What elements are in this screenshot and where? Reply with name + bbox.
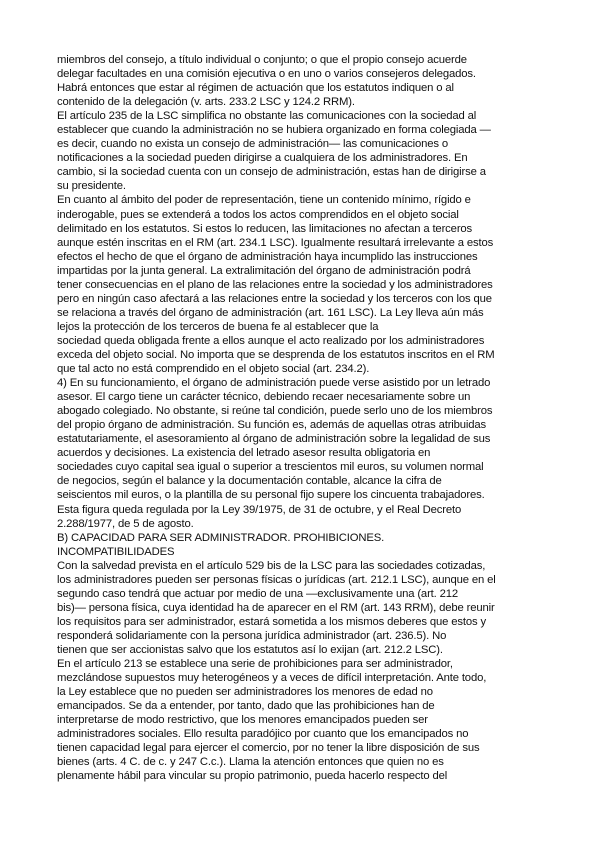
text-line: 4) En su funcionamiento, el órgano de administración puede verse asistido por un letrado <box>57 377 491 390</box>
text-line: En el artículo 213 se establece una serie de prohibiciones para ser administrador, <box>57 658 453 671</box>
text-line: delimitado en los estatutos. Si estos lo reducen, las limitaciones no afectan a terceros <box>57 222 473 235</box>
text-line: impartidas por la junta general. La extralimitación del órgano de administración podrá <box>57 264 471 277</box>
text-line: de negocios, según el balance y la documentación contable, alcance la cifra de <box>57 475 442 488</box>
text-line: responderá solidariamente con la persona jurídica administrador (art. 236.5). No <box>57 629 447 642</box>
text-line: aunque estén inscritas en el RM (art. 234.1 LSC). Igualmente resultará irrelevante a estos <box>57 236 494 249</box>
text-line: exceda del objeto social. No importa que se desprenda de los estatutos inscritos en el RM <box>57 348 495 361</box>
text-line: establecer que cuando la administración no se hubiera organizado en forma colegiada — <box>57 124 491 137</box>
text-line: se relaciona a través del órgano de administración (art. 161 LSC). La Ley lleva aún más <box>57 306 484 319</box>
text-line: notificaciones a la sociedad pueden dirigirse a cualquiera de los administradores. En <box>57 152 468 165</box>
text-line: contenido de la delegación (v. arts. 233.2 LSC y 124.2 RRM). <box>57 96 355 109</box>
text-line: la Ley establece que no pueden ser administradores los menores de edad no <box>57 686 433 699</box>
text-line: interpretarse de modo restrictivo, que los menores emancipados pueden ser <box>57 714 428 727</box>
text-line: tener consecuencias en el plano de las relaciones entre la sociedad y los administradores <box>57 278 493 291</box>
text-line: su presidente. <box>57 180 126 193</box>
text-line: segundo caso tendrá que actuar por medio de una —exclusivamente una (art. 212 <box>57 587 459 600</box>
text-line: El artículo 235 de la LSC simplifica no obstante las comunicaciones con la sociedad al <box>57 110 477 123</box>
text-line: asesor. El cargo tiene un carácter técnico, debiendo recaer necesariamente sobre un <box>57 391 471 404</box>
text-line: inderogable, pues se extenderá a todos los actos comprendidos en el objeto social <box>57 208 459 221</box>
text-line: administradores sociales. Ello resulta paradójico por cuanto que los emancipados no <box>57 728 469 741</box>
text-line: pero en ningún caso afectará a las relaciones entre la sociedad y los terceros con los que <box>57 292 492 305</box>
text-line: que tal acto no está comprendido en el objeto social (art. 234.2). <box>57 363 370 376</box>
text-line: seiscientos mil euros, o la plantilla de su personal fijo supere los cincuenta trabajadores. <box>57 489 485 502</box>
text-line: 2.288/1977, de 5 de agosto. <box>57 517 194 530</box>
text-line: bienes (arts. 4 C. de c. y 247 C.c.). Llama la atención entonces que quien no es <box>57 756 444 769</box>
text-line: sociedades cuyo capital sea igual o superior a trescientos mil euros, su volumen normal <box>57 461 484 474</box>
text-line: tienen que ser accionistas salvo que los estatutos así lo exijan (art. 212.2 LSC). <box>57 643 443 656</box>
text-line: sociedad queda obligada frente a ellos aunque el acto realizado por los administradores <box>57 334 485 347</box>
text-line: En cuanto al ámbito del poder de representación, tiene un contenido mínimo, rígido e <box>57 194 471 207</box>
text-line: emancipados. Se da a entender, por tanto, dado que las prohibiciones han de <box>57 700 435 713</box>
text-line: los requisitos para ser administrador, estará sometida a los mismos deberes que estos y <box>57 615 486 628</box>
text-line: cambio, si la sociedad cuenta con un consejo de administración, estas han de dirigirse a <box>57 166 486 179</box>
text-line: INCOMPATIBILIDADES <box>57 545 175 558</box>
text-line: Con la salvedad prevista en el artículo 529 bis de la LSC para las sociedades cotizadas, <box>57 559 486 572</box>
text-line: bis)— persona física, cuya identidad ha de aparecer en el RM (art. 143 RRM), debe reunir <box>57 601 495 614</box>
text-line: plenamente hábil para vincular su propio patrimonio, pueda hacerlo respecto del <box>57 770 448 783</box>
text-line: es decir, cuando no exista un consejo de administración— las comunicaciones o <box>57 138 448 151</box>
text-line: del propio órgano de administración. Su función es, además de aquellas otras atribuidas <box>57 419 487 432</box>
text-line: delegar facultades en una comisión ejecutiva o en uno o varios consejeros delegados. <box>57 68 476 81</box>
text-line: abogado colegiado. No obstante, si reúne tal condición, puede serlo uno de los miembros <box>57 405 493 418</box>
text-line: lejos la protección de los terceros de buena fe al establecer que la <box>57 320 379 333</box>
document-page <box>57 53 545 783</box>
text-line: acuerdos y decisiones. La existencia del letrado asesor resulta obligatoria en <box>57 447 431 460</box>
text-line: Esta figura queda regulada por la Ley 39/1975, de 31 de octubre, y el Real Decreto <box>57 503 462 516</box>
text-line: tienen capacidad legal para ejercer el comercio, por no tener la libre disposición de sus <box>57 742 480 755</box>
text-line: estatutariamente, el asesoramiento al órgano de administración sobre la legalidad de sus <box>57 433 491 446</box>
text-line: B) CAPACIDAD PARA SER ADMINISTRADOR. PROHIBICIONES. <box>57 531 385 544</box>
text-line: miembros del consejo, a título individual o conjunto; o que el propio consejo acuerde <box>57 54 467 66</box>
text-line: mezclándose supuestos muy heterogéneos y a veces de difícil interpretación. Ante todo, <box>57 672 487 685</box>
text-line: los administradores pueden ser personas físicas o jurídicas (art. 212.1 LSC), aunque en el <box>57 573 496 586</box>
text-line: Habrá entonces que estar al régimen de actuación que los estatutos indiquen o al <box>57 82 454 95</box>
text-line: efectos el hecho de que el órgano de administración haya incumplido las instrucciones <box>57 250 478 263</box>
